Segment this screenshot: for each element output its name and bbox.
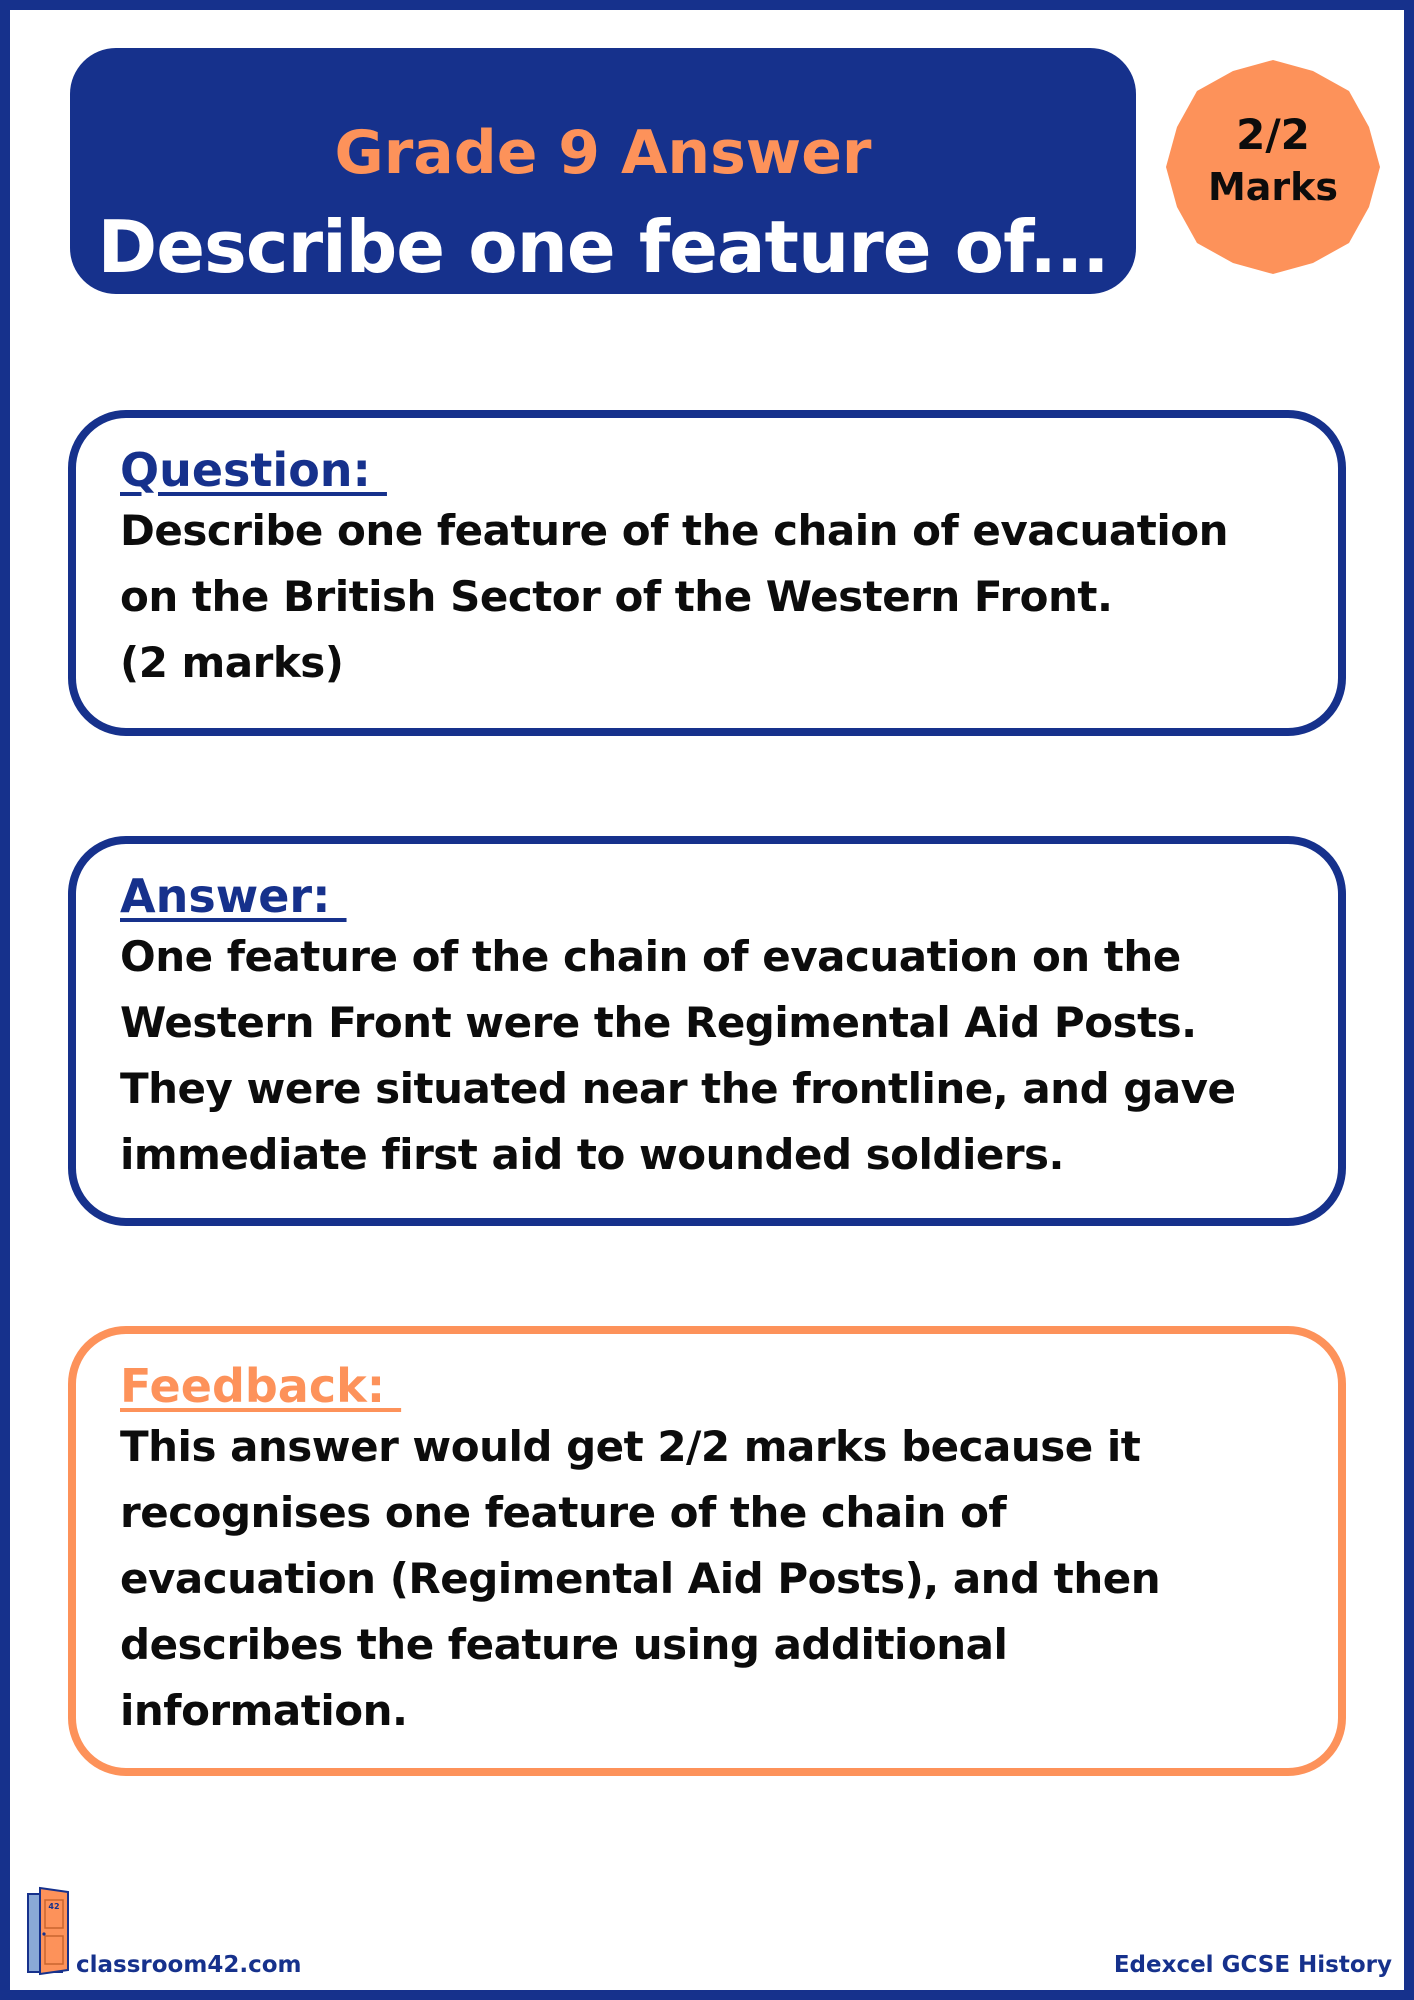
header-subtitle: Grade 9 Answer — [334, 118, 872, 188]
feedback-line: This answer would get 2/2 marks because it — [120, 1422, 1141, 1471]
answer-line: Western Front were the Regimental Aid Posts. — [120, 998, 1197, 1047]
logo-number: 42 — [48, 1902, 60, 1911]
feedback-box — [68, 1326, 1346, 1776]
feedback-text — [120, 1414, 1298, 1744]
marks-label: Marks — [1207, 165, 1339, 209]
classroom-door-logo-icon — [26, 1886, 72, 1976]
feedback-line: evacuation (Regimental Aid Posts), and then — [120, 1554, 1161, 1603]
question-line: Describe one feature of the chain of evacuation — [120, 506, 1228, 555]
marks-badge — [1166, 60, 1380, 274]
answer-line: They were situated near the frontline, and gave — [120, 1064, 1236, 1113]
feedback-line: information. — [120, 1686, 408, 1735]
question-line: (2 marks) — [120, 638, 344, 687]
answer-text — [120, 924, 1298, 1188]
footer-site-link[interactable]: classroom42.com — [76, 1952, 302, 1978]
page-title: Describe one feature of... — [97, 205, 1109, 289]
marks-score: 2/2 — [1236, 110, 1310, 159]
answer-line: immediate first aid to wounded soldiers. — [120, 1130, 1065, 1179]
question-text — [120, 498, 1298, 696]
question-line: on the British Sector of the Western Front. — [120, 572, 1113, 621]
feedback-line: recognises one feature of the chain of — [120, 1488, 1007, 1537]
feedback-line: describes the feature using additional — [120, 1620, 1008, 1669]
answer-heading: Answer: — [120, 869, 347, 923]
feedback-heading: Feedback: — [120, 1359, 402, 1413]
header-banner — [70, 48, 1136, 294]
answer-line: One feature of the chain of evacuation on the — [120, 932, 1181, 981]
footer-course-label: Edexcel GCSE History — [1113, 1952, 1392, 1978]
question-heading: Question: — [120, 443, 387, 497]
question-box — [68, 410, 1346, 736]
answer-box — [68, 836, 1346, 1226]
